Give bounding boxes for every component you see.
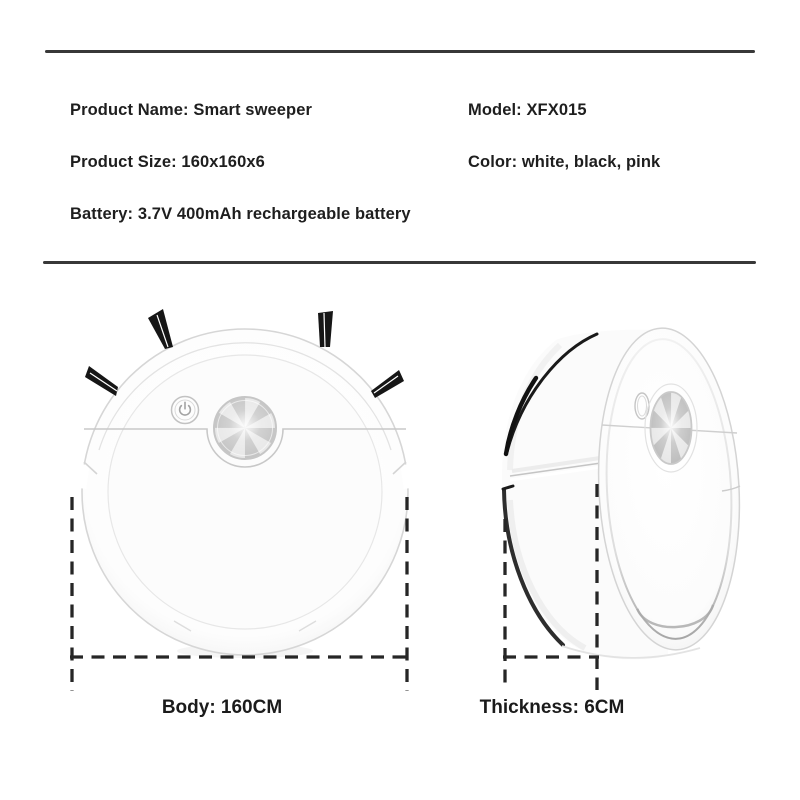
spec-product-size: Product Size: 160x160x6: [70, 153, 265, 171]
spec-color: Color: white, black, pink: [468, 153, 661, 171]
body-dimension-label: Body: 160CM: [161, 697, 283, 718]
power-button-icon: [172, 397, 199, 424]
robot-side-view: [502, 325, 747, 660]
spec-product-name: Product Name: Smart sweeper: [70, 101, 313, 119]
side-brush-icon-top-left: [148, 309, 173, 349]
spec-battery: Battery: 3.7V 400mAh rechargeable battery: [70, 205, 411, 223]
thickness-dimension-label: Thickness: 6CM: [479, 697, 625, 718]
side-brush-icon-left: [85, 366, 118, 396]
spec-model: Model: XFX015: [468, 101, 587, 119]
side-brush-icon-right: [371, 370, 404, 398]
spin-disc-icon: [214, 397, 276, 459]
robot-top-view: [70, 309, 419, 658]
side-brush-icon-top-right: [318, 311, 333, 347]
side-spin-disc-icon: [645, 384, 697, 472]
